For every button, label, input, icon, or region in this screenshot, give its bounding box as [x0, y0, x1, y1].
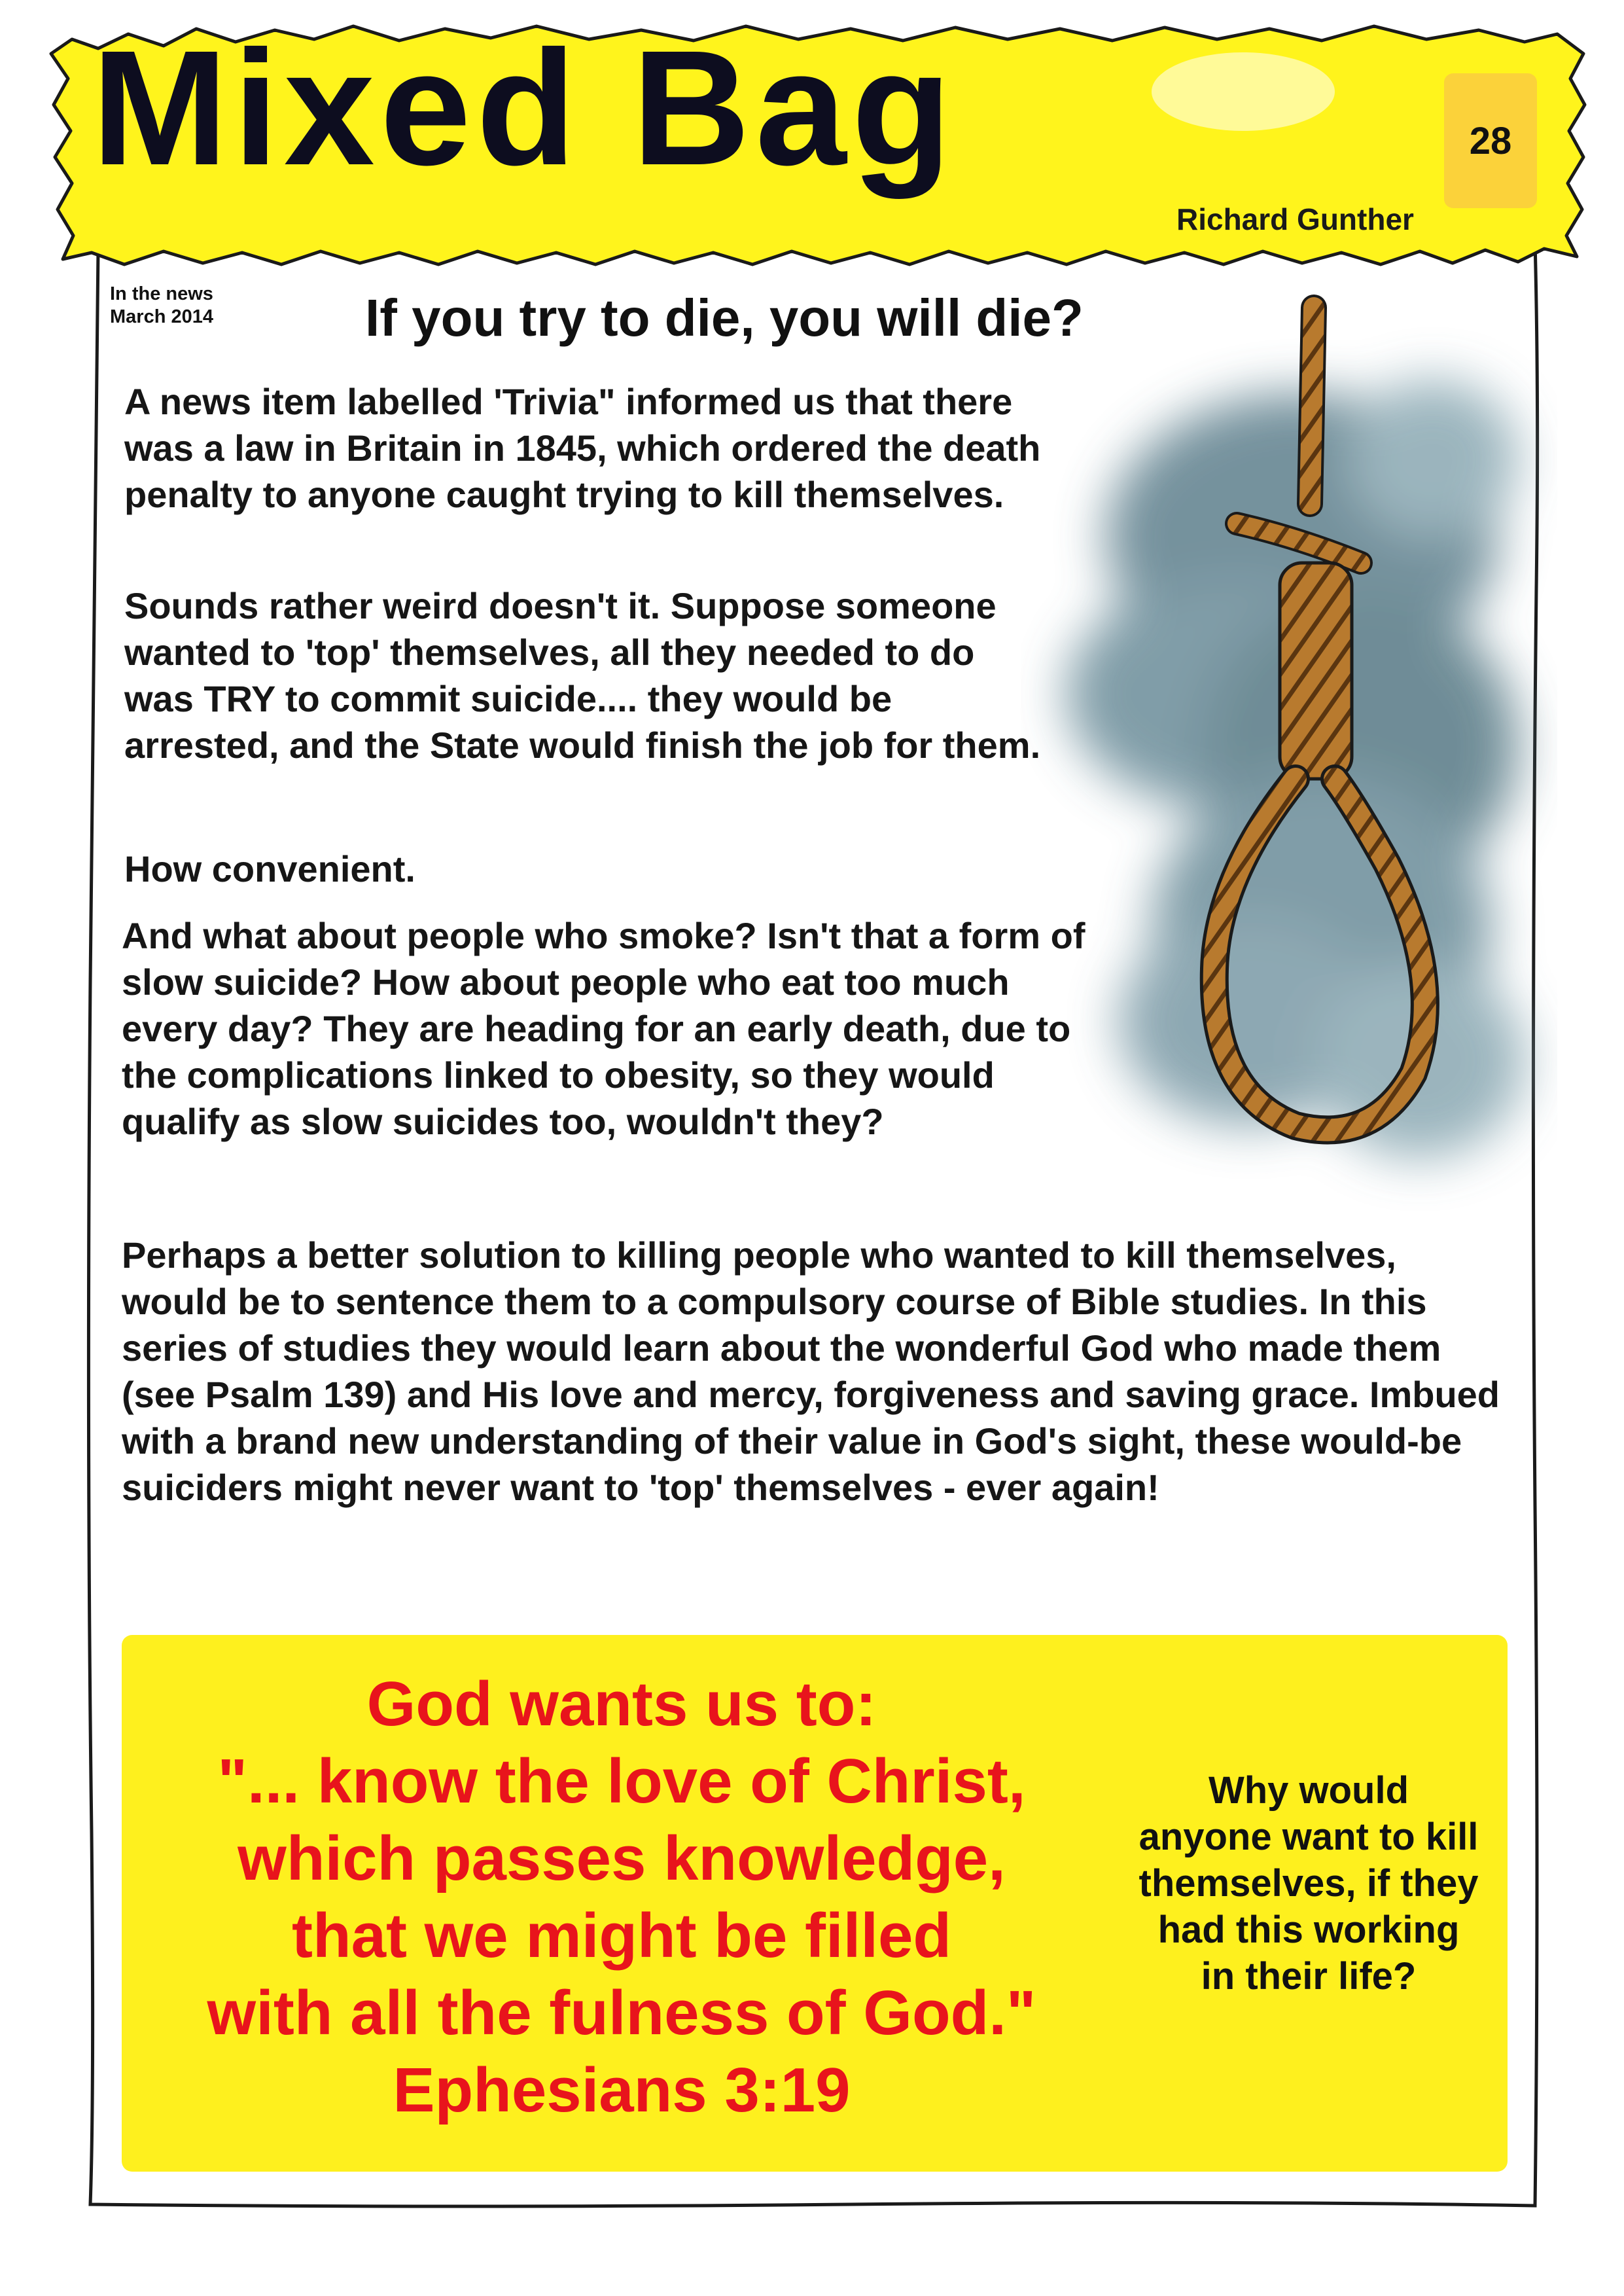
side-question: Why would anyone want to kill themselves, if they had this working in their life? [1139, 1769, 1479, 1998]
verse-line: "... know the love of Christ, [217, 1746, 1026, 1816]
masthead-title: Mixed Bag [92, 16, 957, 199]
noose-illustration [1021, 288, 1557, 1230]
verse-line: that we might be filled [291, 1901, 952, 1971]
issue-number-badge [1444, 73, 1537, 208]
body-paragraph-5: Perhaps a better solution to killing people who wanted to kill themselves, would be to sentence them to a compulsory course of Bible studies. In this series of studies they would learn about the wonderful God who made them (see Psalm 139) and His love and mercy, forgiveness and saving grace. Imbued with a brand new understanding of their value in God's sight, these would-be suiciders might never want to 'top' themselves - ever again! [122, 1234, 1500, 1508]
news-label-date: March 2014 [110, 306, 213, 328]
news-label [110, 283, 213, 329]
author-name: Richard Gunther [1176, 202, 1414, 236]
verse-line: which passes knowledge, [238, 1823, 1006, 1893]
news-label-line1: In the news [110, 283, 213, 304]
verse-reference: Ephesians 3:19 [393, 2055, 851, 2125]
body-paragraph-1: A news item labelled 'Trivia" informed us that there was a law in Britain in 1845, which ordered the death penalty to anyone caught trying to kill themselves. [124, 381, 1041, 515]
body-paragraph-2: Sounds rather weird doesn't it. Suppose someone wanted to 'top' themselves, all they needed to do was TRY to commit suicide.... they would be arrested, and the State would finish the job for them. [124, 585, 1041, 766]
verse-line: God wants us to: [366, 1669, 877, 1739]
body-paragraph-4: And what about people who smoke? Isn't that a form of slow suicide? How about people who eat too much every day? They are heading for an early death, due to the complications linked to obesity, so they would qualify as slow suicides too, wouldn't they? [122, 915, 1086, 1142]
bible-verse [131, 1666, 1112, 2129]
headline: If you try to die, you will die? [365, 289, 1084, 347]
verse-line: with all the fulness of God." [207, 1978, 1036, 2048]
body-paragraph-3: How convenient. [124, 848, 415, 889]
issue-number: 28 [1469, 119, 1512, 162]
